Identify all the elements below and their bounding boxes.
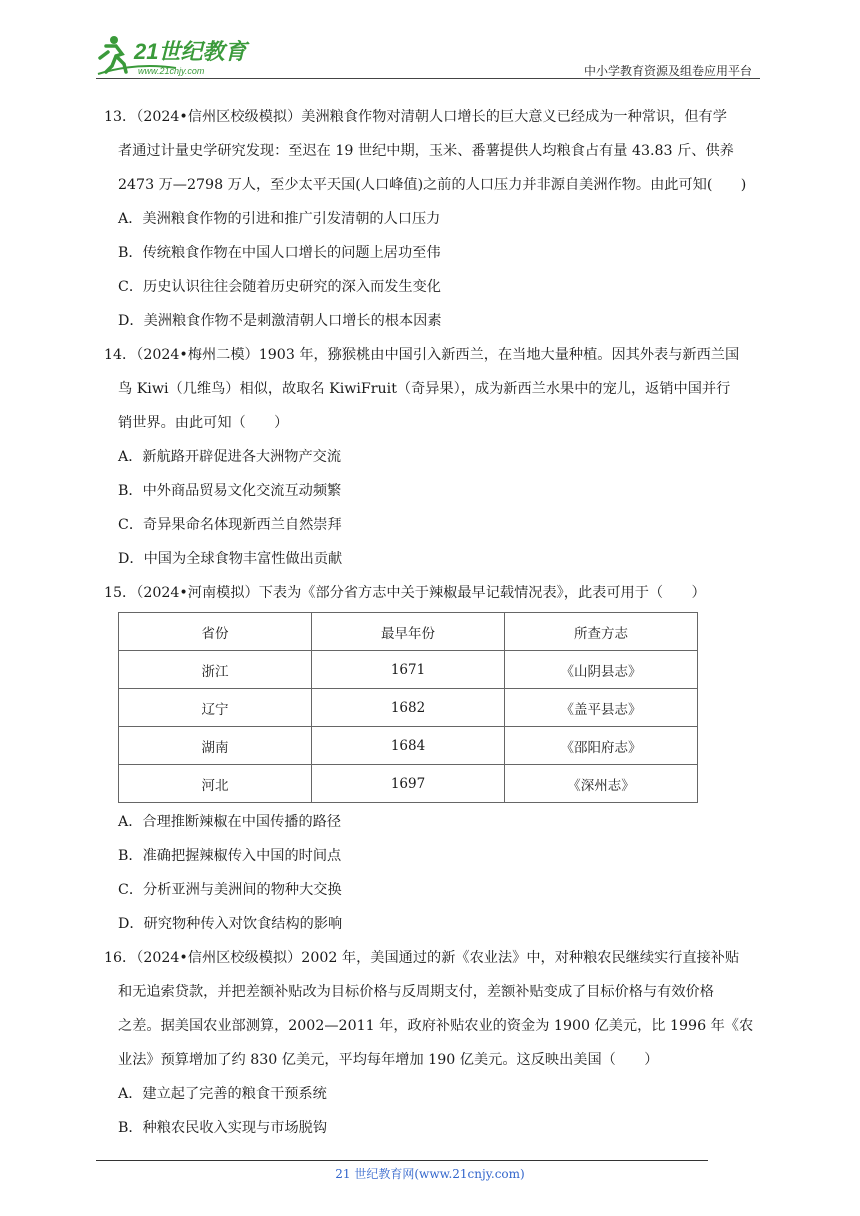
question-13: [104, 100, 764, 338]
svg-text:www.21cnjy.com: www.21cnjy.com: [138, 66, 205, 76]
table-row: [119, 765, 698, 803]
option-b: B．准确把握辣椒传入中国的时间点: [118, 848, 342, 864]
table-cell: 1684: [312, 727, 505, 765]
footer-divider: [96, 1160, 708, 1161]
option-b: B．传统粮食作物在中国人口增长的问题上居功至伟: [118, 245, 441, 261]
table-cell: 河北: [119, 765, 312, 803]
svg-text:21世纪教育: 21世纪教育: [134, 39, 247, 64]
chili-records-table: [118, 612, 698, 803]
table-cell: 《盖平县志》: [505, 689, 698, 727]
header-platform-name: 中小学教育资源及组卷应用平台: [583, 64, 752, 78]
question-16: [104, 941, 764, 1145]
table-header-cell: 所查方志: [505, 613, 698, 651]
question-text-line: 之差。据美国农业部测算，2002—2011 年，政府补贴农业的资金为 1900 亿美元，比 1996 年《农: [118, 1018, 754, 1034]
question-list: [104, 100, 764, 1145]
question-text-line: 15．（2024•河南模拟）下表为《部分省方志中关于辣椒最早记载情况表》，此表可用于（ ）: [104, 585, 706, 601]
header-divider: [96, 78, 760, 79]
table-row: [119, 689, 698, 727]
table-cell: 浙江: [119, 651, 312, 689]
table-header-cell: 省份: [119, 613, 312, 651]
question-text-line: 和无追索贷款，并把差额补贴改为目标价格与反周期支付，差额补贴变成了目标价格与有效价格: [118, 984, 714, 1000]
option-d: D．中国为全球食物丰富性做出贡献: [118, 551, 343, 567]
question-text-line: 者通过计量史学研究发现：至迟在 19 世纪中期，玉米、番薯提供人均粮食占有量 43.83 斤、供养: [118, 143, 734, 159]
table-cell: 《深州志》: [505, 765, 698, 803]
table-header-cell: 最早年份: [312, 613, 505, 651]
question-text-line: 业法》预算增加了约 830 亿美元，平均每年增加 190 亿美元。这反映出美国（ ）: [118, 1052, 659, 1068]
question-text-line: 2473 万—2798 万人，至少太平天国(人口峰值)之前的人口压力并非源自美洲作物。由此可知( ): [118, 177, 747, 193]
option-d: D．美洲粮食作物不是刺激清朝人口增长的根本因素: [118, 313, 442, 329]
question-text-line: 销世界。由此可知（ ）: [118, 415, 289, 431]
option-a: A．新航路开辟促进各大洲物产交流: [118, 449, 342, 465]
table-cell: 湖南: [119, 727, 312, 765]
table-cell: 《山阴县志》: [505, 651, 698, 689]
table-cell: 1682: [312, 689, 505, 727]
table-cell: 1697: [312, 765, 505, 803]
page-header: [96, 30, 760, 82]
table-row: [119, 651, 698, 689]
question-14: [104, 338, 764, 576]
option-b: B．种粮农民收入实现与市场脱钩: [118, 1120, 328, 1136]
table-row: [119, 727, 698, 765]
table-cell: 辽宁: [119, 689, 312, 727]
option-d: D．研究物种传入对饮食结构的影响: [118, 916, 343, 932]
option-a: A．合理推断辣椒在中国传播的路径: [118, 814, 342, 830]
logo-21cnjy: [96, 32, 266, 78]
table-header-row: [119, 613, 698, 651]
question-text-line: 鸟 Kiwi（几维鸟）相似，故取名 KiwiFruit（奇异果），成为新西兰水果中的宠儿，返销中国并行: [118, 381, 731, 397]
question-text-line: 13．（2024•信州区校级模拟）美洲粮食作物对清朝人口增长的巨大意义已经成为一种常识，但有学: [104, 109, 727, 125]
option-c: C．奇异果命名体现新西兰自然崇拜: [118, 517, 342, 533]
option-a: A．建立起了完善的粮食干预系统: [118, 1086, 327, 1102]
question-text-line: 16．（2024•信州区校级模拟）2002 年，美国通过的新《农业法》中，对种粮农民继续实行直接补贴: [104, 950, 740, 966]
footer-link[interactable]: 21 世纪教育网(www.21cnjy.com): [335, 1167, 525, 1181]
table-cell: 《邵阳府志》: [505, 727, 698, 765]
option-a: A．美洲粮食作物的引进和推广引发清朝的人口压力: [118, 211, 441, 227]
option-b: B．中外商品贸易文化交流互动频繁: [118, 483, 342, 499]
option-c: C．历史认识往往会随着历史研究的深入而发生变化: [118, 279, 441, 295]
option-c: C．分析亚洲与美洲间的物种大交换: [118, 882, 342, 898]
question-15: [104, 576, 764, 941]
table-cell: 1671: [312, 651, 505, 689]
question-text-line: 14．（2024•梅州二模）1903 年，猕猴桃由中国引入新西兰，在当地大量种植。因其外表与新西兰国: [104, 347, 740, 363]
